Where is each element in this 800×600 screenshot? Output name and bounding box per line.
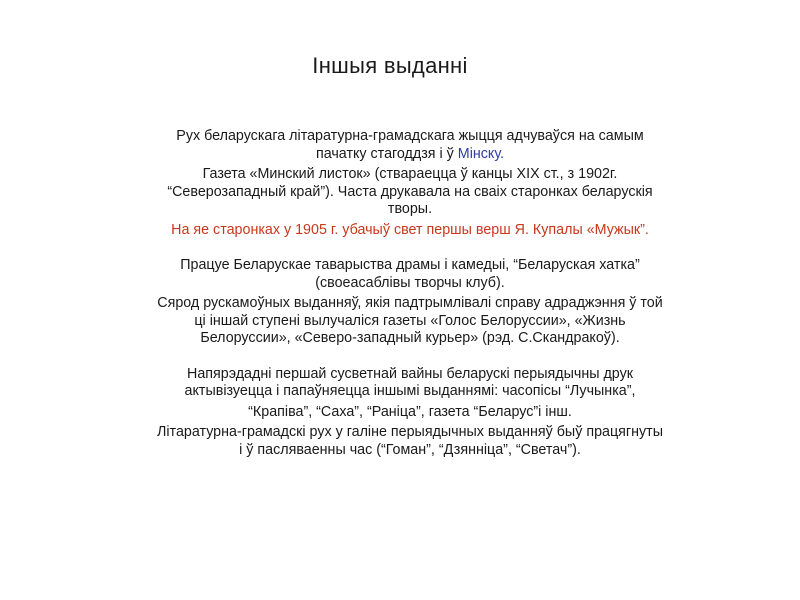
minsk-link[interactable]: Мінску. (457, 145, 505, 162)
paragraph-magazines (40, 404, 780, 422)
paragraph-drama-society (40, 257, 780, 292)
paragraph-postwar-line-2: і ў пасляваенны час (“Гоман”, “Дзянніца”, “Светач”). (239, 441, 581, 458)
paragraph-intro-line-2-text: пачатку стагоддзя і ў (315, 145, 458, 162)
paragraph-minsky-listok-line-1: Газета «Минский листок» (ствараецца ў канцы XIX ст., з 1902г. (202, 166, 618, 182)
slide-title (0, 52, 800, 80)
paragraph-minsky-listok-line-3: творы. (387, 201, 433, 217)
paragraph-intro (40, 128, 780, 163)
paragraph-russian-press (40, 295, 780, 348)
paragraph-russian-press-line-3: Белоруссии», «Северо-западный курьер» (рэд. С.Скандракоў). (200, 330, 620, 346)
slide-title-text: Іншыя выданні (312, 53, 468, 78)
paragraph-kupala-highlight (40, 222, 780, 240)
paragraph-intro-line-1: Рух беларускага літаратурна-грамадскага жыцця адчуваўся на самым (176, 128, 644, 144)
paragraph-intro-line-2 (40, 146, 780, 164)
paragraph-kupala-highlight-line-1: На яе старонках у 1905 г. убачыў свет першы верш Я. Купалы «Мужык”. (171, 221, 649, 238)
paragraph-prewar-press-line-1: Напярэдадні першай сусветнай вайны беларускі перыядычны друк (187, 365, 633, 382)
paragraph-minsky-listok (40, 166, 780, 219)
paragraph-prewar-press-line-2: актывізуецца і папаўняецца іншымі выданнямі: часопісы “Лучынка”, (184, 383, 636, 399)
paragraph-drama-society-line-1: Працуе Беларускае таварыства драмы і камедыі, “Беларуская хатка” (180, 257, 640, 273)
paragraph-postwar-line-1: Літаратурна-грамадскі рух у галіне перыядычных выданняў быў працягнуты (157, 424, 663, 440)
paragraph-russian-press-line-1: Сярод рускамоўных выданняў, якія падтрымлівалі справу адраджэння ў той (157, 295, 663, 311)
paragraph-magazines-line-1: “Крапіва”, “Саха”, “Раніца”, газета “Беларус”і інш. (248, 403, 572, 420)
paragraph-drama-society-line-2: (своеасаблівы творчы клуб). (315, 274, 505, 291)
paragraph-russian-press-line-2: ці іншай ступені вылучаліся газеты «Голос Белоруссии», «Жизнь (194, 312, 626, 329)
paragraph-prewar-press (40, 366, 780, 401)
slide-body (40, 128, 780, 462)
paragraph-postwar (40, 424, 780, 459)
paragraph-minsky-listok-line-2: “Северозападный край”). Часта друкавала на сваіх старонках беларускія (167, 183, 653, 200)
